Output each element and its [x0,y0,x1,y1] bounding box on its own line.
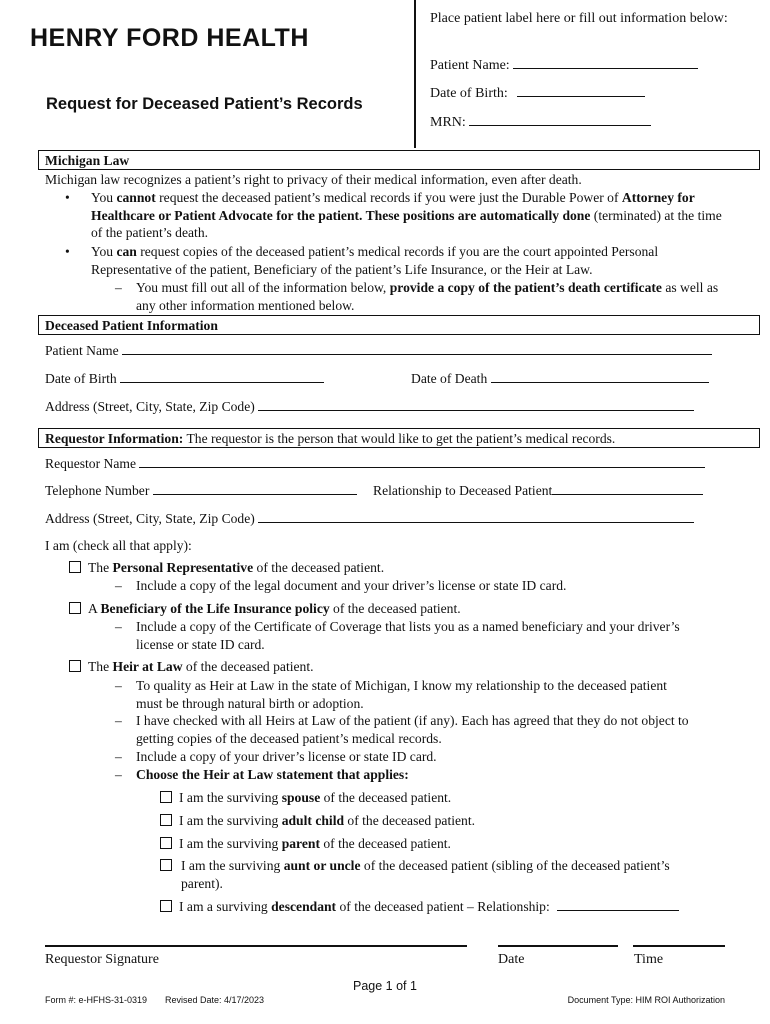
requestor-address-field[interactable] [45,510,694,528]
bullet-dot: • [65,190,70,205]
aunt-c: of the deceased patient (sibling of the deceased patient’s parent). [181,858,670,891]
option-heir[interactable] [69,658,314,676]
michigan-law-heading [38,150,760,170]
bullet-1 [65,189,730,242]
dob-field[interactable] [430,85,645,103]
deceased-info-heading [38,315,760,335]
bullet1-c: request the deceased patient’s medical records if you were just the Durable Power of [155,190,622,205]
heir-note4-text: Choose the Heir at Law statement that applies: [136,767,409,782]
option-personal-rep[interactable] [69,559,384,577]
heir-note1-text: To quality as Heir at Law in the state of Michigan, I know my relationship to the deceased patient must be through natural birth or adoption. [136,678,667,711]
time-label: Time [634,952,664,967]
checkbox-adult-child[interactable] [160,814,172,826]
patient-name-label: Patient Name: [430,58,510,73]
heir-note3-text: Include a copy of your driver’s license or state ID card. [136,749,437,764]
requestor-heading-rest: The requestor is the person that would like to get the patient’s medical records. [183,431,616,446]
heir-note-4 [115,766,715,784]
sub-c: as well as any other information mentioned below. [136,280,719,313]
sub-b: provide a copy of the patient’s death certificate [389,280,662,295]
dash: – [115,749,122,764]
bullet1-e: (terminated) at the time of the patient’s death. [91,207,722,241]
heir-note-3 [115,748,715,766]
doc-title: Request for Deceased Patient’s Records [46,95,363,113]
spouse-a: I am the surviving [179,790,282,805]
page-number: Page 1 of 1 [353,979,417,993]
child-b: adult child [281,813,345,828]
document-type: Document Type: HIM ROI Authorization [567,995,725,1005]
desc-c: of the deceased patient – Relationship: [336,899,550,914]
sub-bullet [115,279,727,314]
deceased-address-field[interactable] [45,398,694,416]
ben-c: of the deceased patient. [329,601,461,616]
check-all-label: I am (check all that apply): [45,538,192,553]
bullet1-b: cannot [116,190,156,205]
option-beneficiary[interactable] [69,600,461,618]
mrn-label: MRN: [430,115,466,130]
option-aunt-uncle[interactable] [160,857,690,892]
requestor-relationship-field[interactable] [373,482,703,500]
bullet2-a: You [91,244,117,259]
option-spouse[interactable] [160,789,451,807]
requestor-phone-label: Telephone Number [45,483,150,498]
label-instruction: Place patient label here or fill out information below: [430,11,728,26]
dash: – [115,713,122,728]
pr-b: Personal Representative [112,560,254,575]
heir-note-1 [115,677,695,712]
header-divider [414,0,416,148]
requestor-heading-bold: Requestor Information: [45,431,184,446]
checkbox-spouse[interactable] [160,791,172,803]
heir-note-2 [115,712,715,747]
parent-c: of the deceased patient. [319,836,451,851]
ben-note [115,618,705,653]
dash: – [115,678,122,693]
desc-a: I am a surviving [179,899,272,914]
parent-a: I am the surviving [179,836,282,851]
dash: – [115,280,122,295]
child-a: I am the surviving [179,813,282,828]
dob-label: Date of Birth: [430,86,508,101]
michigan-law-heading-text: Michigan Law [45,153,130,168]
checkbox-beneficiary[interactable] [69,602,81,614]
michigan-law-intro: Michigan law recognizes a patient’s right to privacy of their medical information, even after death. [45,172,582,187]
parent-b: parent [281,836,320,851]
mrn-field[interactable] [430,114,651,132]
sub-a: You must fill out all of the information below, [136,280,390,295]
signature-label: Requestor Signature [45,952,159,967]
bullet1-d: Attorney for Healthcare or Patient Advocate for the patient. These positions are automatically done [91,190,695,223]
revised-date: Revised Date: 4/17/2023 [165,995,265,1005]
heir-c: of the deceased patient. [182,659,314,674]
checkbox-heir[interactable] [69,660,81,672]
requestor-address-label: Address (Street, City, State, Zip Code) [45,511,255,526]
option-adult-child[interactable] [160,812,475,830]
heir-a: The [88,659,113,674]
dash: – [115,619,122,634]
desc-b: descendant [271,899,337,914]
logo [30,22,309,55]
bullet-dot: • [65,244,70,259]
pr-c: of the deceased patient. [253,560,385,575]
option-parent[interactable] [160,835,451,853]
requestor-name-label: Requestor Name [45,456,136,471]
requestor-relationship-label: Relationship to Deceased Patient [373,483,553,498]
signature-line[interactable] [45,945,467,947]
deceased-dob-field[interactable] [45,370,324,388]
deceased-dod-label: Date of Death [411,371,488,386]
date-line[interactable] [498,945,618,947]
deceased-dob-label: Date of Birth [45,371,117,386]
time-line[interactable] [633,945,725,947]
bullet2-c: request copies of the deceased patient’s medical records if you are the court appointed Personal Representative of the patient, Beneficiary of the patient’s Life Insurance, or the Heir at Law. [91,244,659,277]
bullet-2 [65,243,730,278]
ben-b: Beneficiary of the Life Insurance policy [100,601,330,616]
heir-note2-text: I have checked with all Heirs at Law of the patient (if any). Each has agreed that they do not object to getting copies of the deceased patient’s medical records. [136,713,689,746]
requestor-phone-field[interactable] [45,482,357,500]
aunt-b: aunt or uncle [283,858,361,873]
deceased-dod-field[interactable] [411,370,709,388]
dash: – [115,767,122,782]
heir-b: Heir at Law [112,659,183,674]
deceased-info-heading-text: Deceased Patient Information [45,318,218,333]
form-number: Form #: e-HFHS-31-0319 [45,995,148,1005]
child-c: of the deceased patient. [344,813,475,828]
deceased-address-label: Address (Street, City, State, Zip Code) [45,399,255,414]
option-descendant[interactable] [160,898,679,916]
deceased-name-field[interactable] [45,342,712,360]
date-label: Date [498,952,525,967]
checkbox-descendant[interactable] [160,900,172,912]
patient-name-field[interactable] [430,57,698,75]
pr-note-text: Include a copy of the legal document and your driver’s license or state ID card. [136,578,567,593]
ben-a: A [88,601,101,616]
bullet2-b: can [116,244,137,259]
spouse-c: of the deceased patient. [320,790,452,805]
pr-a: The [88,560,113,575]
logo-text: HENRY FORD HEALTH [30,24,309,52]
dash: – [115,578,122,593]
checkbox-parent[interactable] [160,837,172,849]
checkbox-aunt-uncle[interactable] [160,859,172,871]
pr-note [115,577,735,595]
ben-note-text: Include a copy of the Certificate of Coverage that lists you as a named beneficiary and your driver’s license or state ID card. [136,619,680,652]
spouse-b: spouse [281,790,321,805]
checkbox-personal-rep[interactable] [69,561,81,573]
requestor-name-field[interactable] [45,455,705,473]
deceased-name-label: Patient Name [45,343,119,358]
requestor-info-heading [38,428,760,448]
bullet1-a: You [91,190,117,205]
aunt-a: I am the surviving [181,858,284,873]
